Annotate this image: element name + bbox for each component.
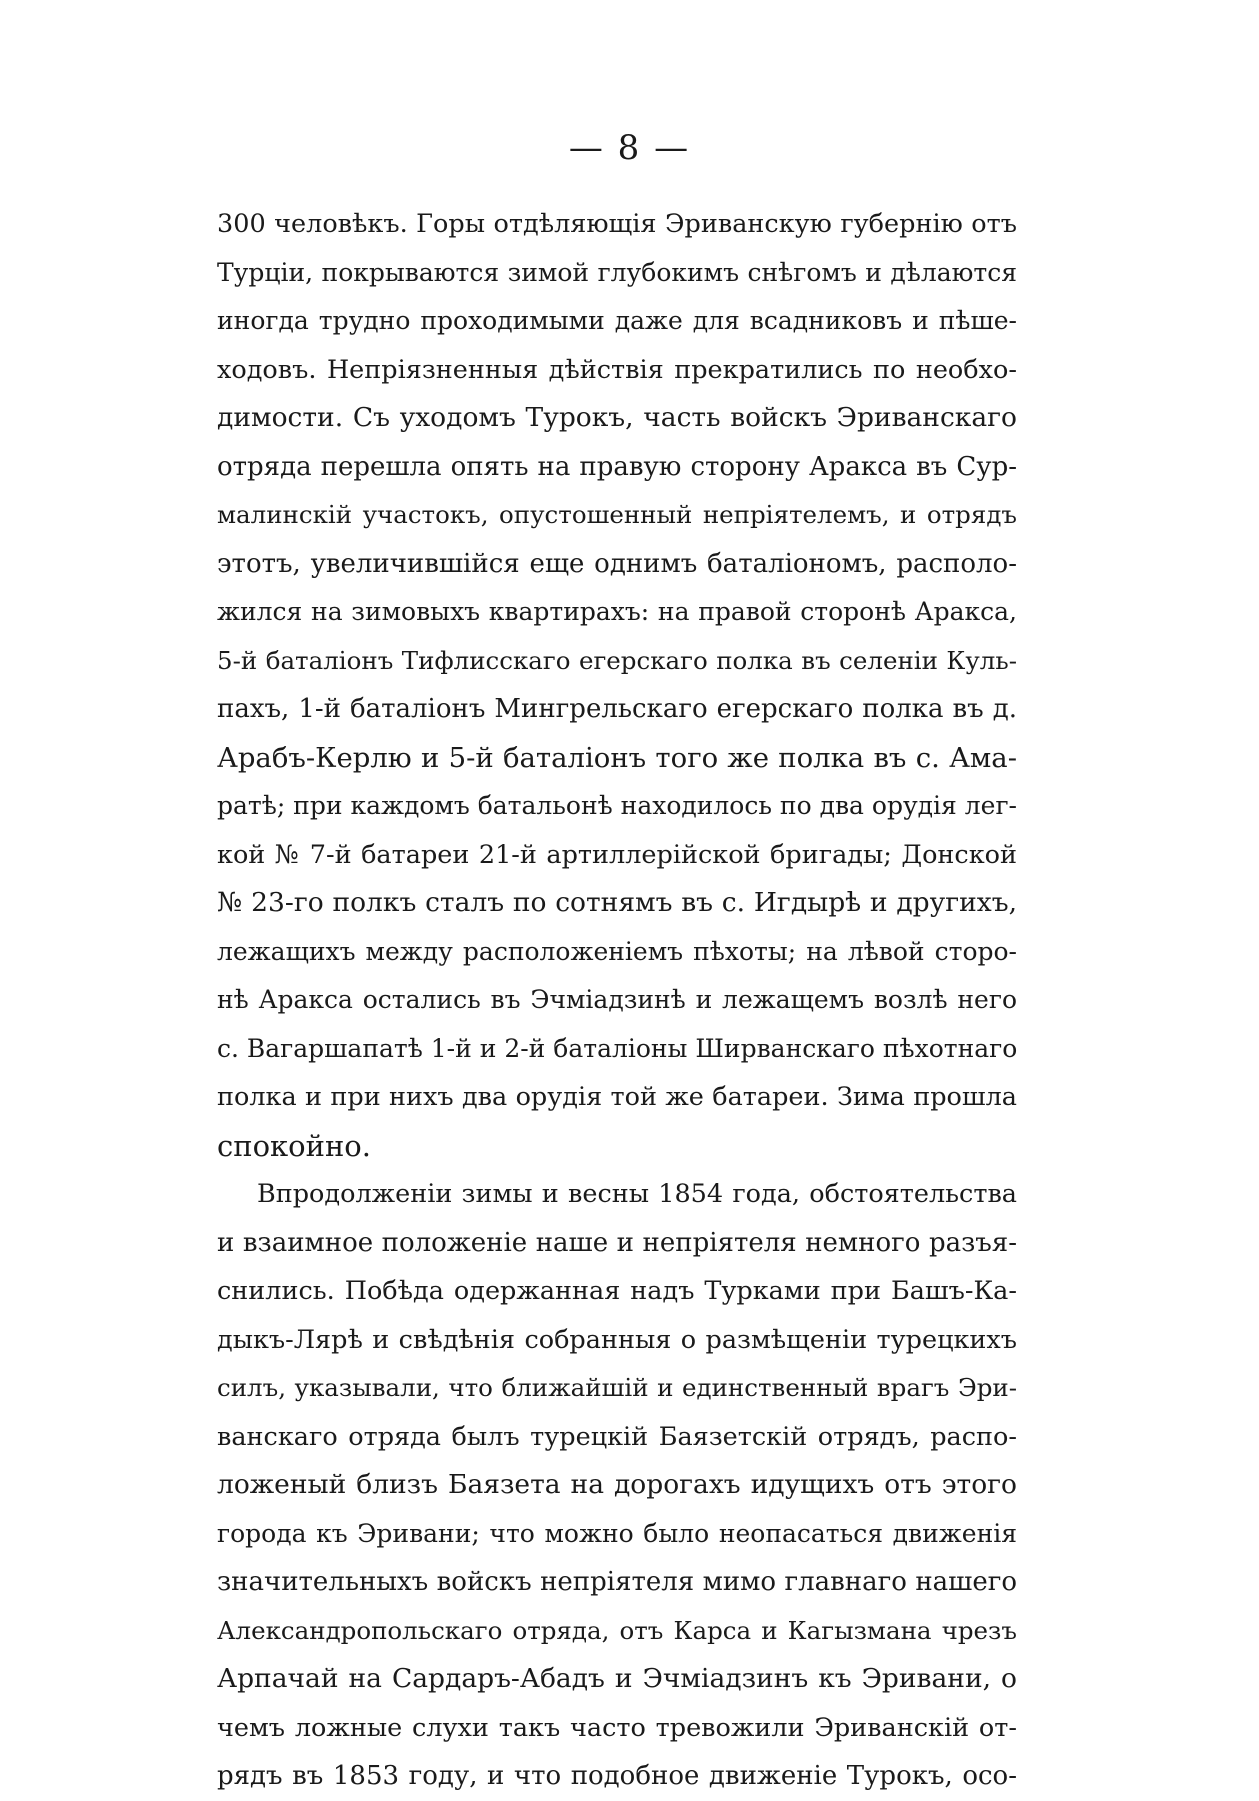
text-line: ратѣ; при каждомъ батальонѣ находилось по два орудія лег- — [217, 791, 1017, 820]
text-line: иногда трудно проходимыми даже для всадниковъ и пѣше- — [217, 306, 1017, 335]
text-line: Арабъ-Керлю и 5-й баталіонъ того же полка въ с. Ама- — [217, 741, 1017, 774]
text-line: Турціи, покрываются зимой глубокимъ снѣгомъ и дѣлаются — [217, 257, 1017, 287]
text-line: Александропольскаго отряда, отъ Карса и Кагызмана чрезъ — [217, 1615, 1017, 1645]
text-line: снились. Побѣда одержанная надъ Турками при Башъ-Ка- — [217, 1276, 1017, 1306]
text-line: чемъ ложные слухи такъ часто тревожили Эриванскій от- — [217, 1712, 1017, 1743]
text-line: этотъ, увеличившійся еще однимъ баталіономъ, располо- — [217, 548, 1017, 579]
page-number: — 8 — — [568, 128, 691, 168]
paragraph-1 — [217, 200, 1017, 1170]
text-line: пахъ, 1-й баталіонъ Мингрельскаго егерскаго полка въ д. — [217, 694, 1017, 724]
text-line: Впродолженіи зимы и весны 1854 года, обстоятельства — [257, 1179, 1017, 1209]
text-line: значительныхъ войскъ непріятеля мимо главнаго нашего — [217, 1567, 1017, 1597]
text-line: города къ Эривани; что можно было неопасаться движенія — [217, 1518, 1017, 1548]
text-line: № 23-го полкъ сталъ по сотнямъ въ с. Игдырѣ и другихъ, — [217, 887, 1017, 918]
text-line: кой № 7-й батареи 21-й артиллерійской бригады; Донской — [217, 839, 1017, 870]
text-line: с. Вагаршапатѣ 1-й и 2-й баталіоны Ширванскаго пѣхотнаго — [217, 1033, 1018, 1063]
text-line: ванскаго отряда былъ турецкій Баязетскій отрядъ, распо- — [217, 1421, 1017, 1452]
text-line: ходовъ. Непріязненныя дѣйствія прекратились по необхо- — [217, 354, 1017, 385]
text-line: Арпачай на Сардаръ-Абадъ и Эчміадзинъ къ Эривани, о — [217, 1663, 1017, 1694]
text-line: полка и при нихъ два орудія той же батареи. Зима прошла — [217, 1082, 1017, 1112]
text-line: силъ, указывали, что ближайшій и единственный врагъ Эри- — [217, 1373, 1017, 1402]
text-line: рядъ въ 1853 году, и что подобное движеніе Турокъ, осо- — [217, 1761, 1017, 1791]
text-line: отряда перешла опять на правую сторону Аракса въ Сур- — [217, 451, 1017, 482]
text-line: ложеный близъ Баязета на дорогахъ идущихъ отъ этого — [217, 1469, 1017, 1500]
text-line: дыкъ-Лярѣ и свѣдѣнія собранныя о размѣщеніи турецкихъ — [217, 1324, 1017, 1355]
text-line: спокойно. — [217, 1128, 371, 1163]
text-line: нѣ Аракса остались въ Эчміадзинѣ и лежащемъ возлѣ него — [217, 985, 1017, 1014]
text-line: и взаимное положеніе наше и непріятеля немного разъя- — [217, 1227, 1017, 1258]
text-line: малинскій участокъ, опустошенный непріятелемъ, и отрядъ — [217, 500, 1017, 529]
text-line: 300 человѣкъ. Горы отдѣляющія Эриванскую губернію отъ — [217, 209, 1017, 239]
text-line: 5-й баталіонъ Тифлисскаго егерскаго полка въ селеніи Куль- — [217, 645, 1017, 675]
text-line: лежащихъ между расположеніемъ пѣхоты; на лѣвой сторо- — [217, 936, 1017, 966]
text-line: жился на зимовыхъ квартирахъ: на правой сторонѣ Аракса, — [217, 597, 1017, 626]
text-body — [217, 200, 1017, 1801]
paragraph-2 — [217, 1170, 1017, 1801]
text-line: димости. Съ уходомъ Турокъ, часть войскъ Эриванскаго — [217, 402, 1017, 433]
